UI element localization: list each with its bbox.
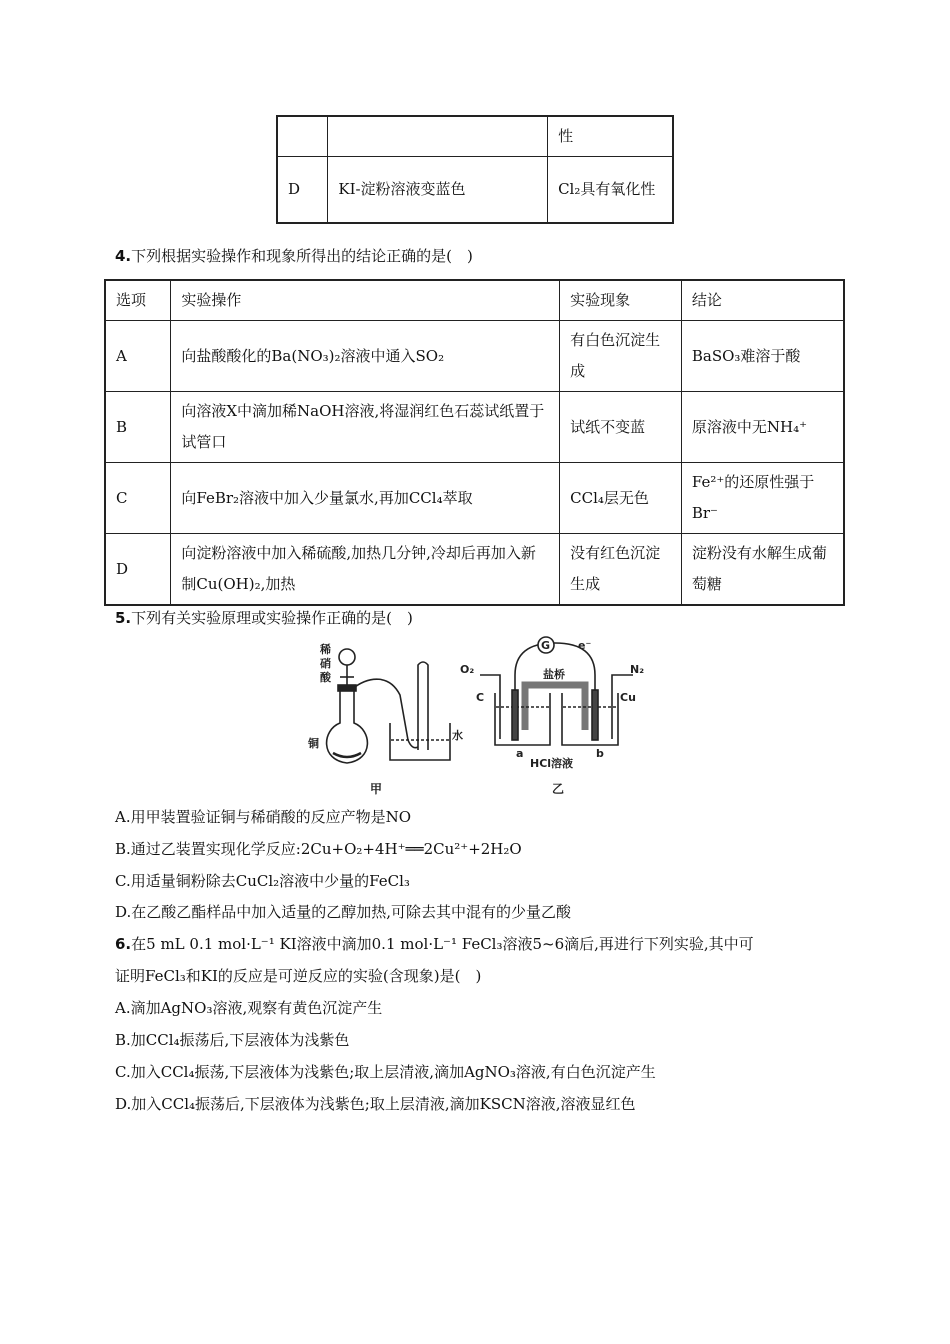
copper-electrode <box>592 690 598 740</box>
option-a: A.用甲装置验证铜与稀硝酸的反应产物是NO <box>115 808 412 826</box>
table-row <box>105 392 844 463</box>
table-row <box>277 157 673 223</box>
label-dilute: 稀 <box>320 643 331 656</box>
label-a: a <box>516 747 524 760</box>
table-row <box>277 116 673 157</box>
label-nitric: 硝 <box>320 657 331 670</box>
conclusion-cell: Fe²⁺的还原性强于Br⁻ <box>681 463 844 534</box>
option-cell: C <box>105 463 171 534</box>
conclusion-cell: BaSO₃难溶于酸 <box>681 321 844 392</box>
table-header-row <box>105 280 844 321</box>
option-d: D.加入CCl₄振荡后,下层液体为浅紫色;取上层清液,滴加KSCN溶液,溶液显红色 <box>115 1095 636 1113</box>
label-water: 水 <box>452 729 463 742</box>
option-b: B.通过乙装置实现化学反应:2Cu+O₂+4H⁺══2Cu²⁺+2H₂O <box>115 840 522 858</box>
question-number: 4. <box>115 247 132 265</box>
collection-tube <box>418 662 428 750</box>
delivery-tube <box>352 679 418 748</box>
round-bottom-flask <box>327 687 368 763</box>
option-b: B.加CCl₄振荡后,下层液体为浅紫色 <box>115 1031 350 1049</box>
label-b: b <box>596 747 604 760</box>
label-copper: 铜 <box>308 737 319 750</box>
header-conclusion: 结论 <box>681 280 844 321</box>
header-option: 选项 <box>105 280 171 321</box>
option-a: A.滴加AgNO₃溶液,观察有黄色沉淀产生 <box>115 999 383 1017</box>
water-trough <box>390 723 450 760</box>
beaker-right <box>562 693 618 745</box>
label-g: G <box>541 639 551 652</box>
apparatus-jia <box>307 642 463 796</box>
question-number: 5. <box>115 609 132 627</box>
option-d: D.在乙酸乙酯样品中加入适量的乙醇加热,可除去其中混有的少量乙酸 <box>115 903 572 921</box>
operation-cell: 向盐酸酸化的Ba(NO₃)₂溶液中通入SO₂ <box>171 321 560 392</box>
label-hcl-solution: HCl溶液 <box>530 757 574 770</box>
conclusion-cell: 淀粉没有水解生成葡萄糖 <box>681 534 844 606</box>
caption-yi: 乙 <box>552 782 565 796</box>
question-text-line1: 在5 mL 0.1 mol·L⁻¹ KI溶液中滴加0.1 mol·L⁻¹ FeCl₃溶液5~6滴后,再进行下列实验,其中可 <box>131 935 754 953</box>
q3-table-fragment <box>276 115 674 224</box>
option-c: C.加入CCl₄振荡,下层液体为浅紫色;取上层清液,滴加AgNO₃溶液,有白色沉淀产生 <box>115 1063 656 1081</box>
option-cell <box>277 116 328 157</box>
label-electron: e⁻ <box>578 639 592 652</box>
question-number: 6. <box>115 935 132 953</box>
label-cu: Cu <box>620 691 636 704</box>
operation-cell: 向溶液X中滴加稀NaOH溶液,将湿润红色石蕊试纸置于试管口 <box>171 392 560 463</box>
conclusion-cell: 性 <box>548 116 673 157</box>
table-row <box>105 534 844 606</box>
option-cell: A <box>105 321 171 392</box>
option-c: C.用适量铜粉除去CuCl₂溶液中少量的FeCl₃ <box>115 872 410 890</box>
phenomenon-cell: CCl₄层无色 <box>560 463 682 534</box>
question-text-line2: 证明FeCl₃和KI的反应是可逆反应的实验(含现象)是( ) <box>115 967 482 985</box>
carbon-electrode <box>512 690 518 740</box>
label-salt-bridge: 盐桥 <box>543 668 565 681</box>
table-row <box>105 321 844 392</box>
header-operation: 实验操作 <box>171 280 560 321</box>
option-cell: D <box>105 534 171 606</box>
operation-cell: 向淀粉溶液中加入稀硫酸,加热几分钟,冷却后再加入新制Cu(OH)₂,加热 <box>171 534 560 606</box>
label-acid: 酸 <box>320 671 331 684</box>
conclusion-cell: 原溶液中无NH₄⁺ <box>681 392 844 463</box>
operation-cell <box>328 116 548 157</box>
phenomenon-cell: 有白色沉淀生成 <box>560 321 682 392</box>
label-c: C <box>476 691 485 704</box>
question-4 <box>115 245 473 266</box>
phenomenon-cell: 没有红色沉淀生成 <box>560 534 682 606</box>
apparatus-yi <box>460 637 644 796</box>
phenomenon-cell: 试纸不变蓝 <box>560 392 682 463</box>
question-text: 下列根据实验操作和现象所得出的结论正确的是( ) <box>131 247 473 265</box>
label-o2: O₂ <box>460 663 475 676</box>
conclusion-cell: Cl₂具有氧化性 <box>548 157 673 223</box>
caption-jia: 甲 <box>370 782 383 796</box>
question-5 <box>115 607 413 628</box>
label-n2: N₂ <box>630 663 645 676</box>
apparatus-figure <box>300 635 660 800</box>
question-6 <box>115 933 754 954</box>
operation-cell: KI-淀粉溶液变蓝色 <box>328 157 548 223</box>
header-phenomenon: 实验现象 <box>560 280 682 321</box>
question-text: 下列有关实验原理或实验操作正确的是( ) <box>131 609 413 627</box>
option-cell: D <box>277 157 328 223</box>
table-row <box>105 463 844 534</box>
q4-table <box>104 279 845 606</box>
option-cell: B <box>105 392 171 463</box>
separatory-funnel <box>339 649 355 665</box>
operation-cell: 向FeBr₂溶液中加入少量氯水,再加CCl₄萃取 <box>171 463 560 534</box>
